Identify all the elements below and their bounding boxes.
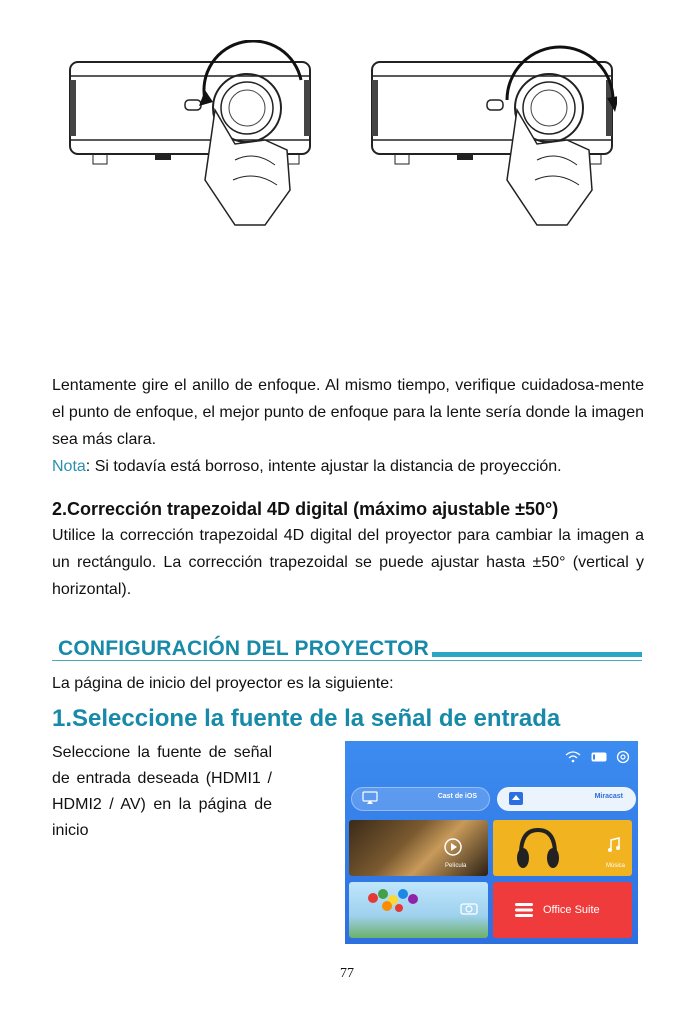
section-title-bar [432, 652, 642, 657]
music-label: Música [606, 863, 626, 869]
list-icon [515, 902, 533, 918]
miracast-label: Miracast [594, 793, 623, 800]
screen-cast-icon [362, 791, 378, 805]
settings-gear-icon[interactable] [615, 749, 631, 765]
projector-focus-illustration-left [65, 40, 315, 230]
play-icon [444, 838, 462, 856]
balloons-image [363, 886, 433, 926]
office-suite-label: Office Suite [543, 904, 600, 916]
config-section-title: CONFIGURACIÓN DEL PROYECTOR [58, 637, 429, 660]
source-instructions: Seleccione la fuente de señal de entrada deseada (HDMI1 / HDMI2 / AV) en la página de inicio [52, 744, 272, 839]
keystone-body: Utilice la corrección trapezoidal 4D digital del proyector para cambiar la imagen a un rectángulo. La corrección trapezoidal se puede ajustar hasta ±50° (vertical y horizontal). [52, 527, 644, 598]
storage-icon[interactable] [591, 752, 607, 762]
note-line [52, 453, 644, 480]
config-intro: La página de inicio del proyector es la siguiente: [52, 675, 394, 692]
music-tile[interactable] [493, 820, 632, 876]
projector-focus-illustration-right [367, 40, 617, 230]
note-text: : Si todavía está borroso, intente ajustar la distancia de proyección. [85, 458, 562, 475]
office-suite-tile[interactable] [493, 882, 632, 938]
cast-ios-label: Cast de iOS [437, 793, 477, 800]
focus-paragraph-text: Lentamente gire el anillo de enfoque. Al mismo tiempo, verifique cuidadosa-mente el punto de enfoque, el mejor punto de enfoque para la lente sería donde la imagen sea más clara. [52, 377, 644, 448]
projector-home-screen [345, 741, 638, 944]
wifi-icon [565, 751, 581, 763]
camera-icon [460, 901, 478, 915]
page-number: 77 [340, 966, 354, 981]
cast-ios-button[interactable] [351, 787, 490, 811]
movie-tile[interactable] [349, 820, 488, 876]
miracast-button[interactable] [497, 787, 636, 811]
note-label: Nota [52, 458, 86, 475]
miracast-icon [508, 791, 524, 806]
headphones-icon [513, 824, 563, 874]
source-heading: 1.Seleccione la fuente de la señal de entrada [52, 705, 561, 732]
movie-label: Película [445, 863, 467, 869]
keystone-heading: 2.Corrección trapezoidal 4D digital (máximo ajustable ±50°) [52, 499, 559, 519]
section-title-rule [52, 660, 642, 661]
focus-paragraph [52, 372, 644, 453]
photo-tile[interactable] [349, 882, 488, 938]
music-note-icon [606, 837, 622, 853]
